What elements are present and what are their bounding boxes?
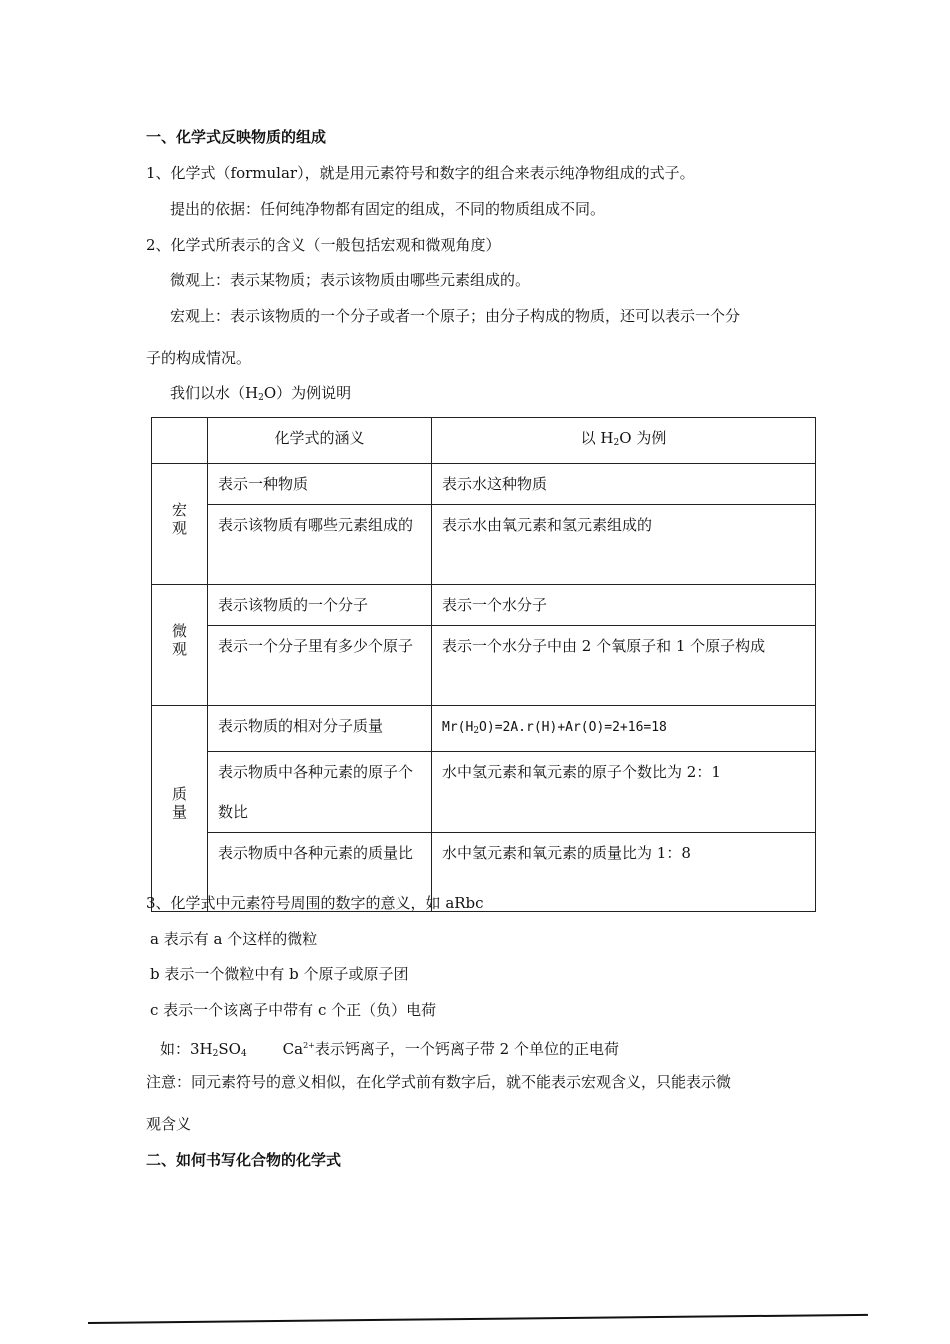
water-example-post: O）为例说明 [263, 384, 352, 402]
table-header-row [152, 418, 816, 464]
row-example: 水中氢元素和氧元素的质量比为 1：8 [432, 833, 816, 912]
group-mass-text: 质量 [171, 785, 187, 821]
paragraph-b: b 表示一个微粒中有 b 个原子或原子团 [150, 965, 409, 983]
paragraph-micro: 微观上：表示某物质；表示该物质由哪些元素组成的。 [170, 271, 531, 289]
table-row [152, 706, 816, 752]
paragraph-number-meaning: 3、化学式中元素符号周围的数字的意义，如 aRbc [146, 894, 484, 912]
row-example: 水中氢元素和氧元素的原子个数比为 2：1 [432, 752, 816, 833]
mr-formula-pre: Mr(H [442, 720, 474, 735]
paragraph-note: 注意：同元素符号的意义相似，在化学式前有数字后，就不能表示宏观含义，只能表示微 [146, 1073, 732, 1091]
paragraph-c: c 表示一个该离子中带有 c 个正（负）电荷 [150, 1001, 437, 1019]
row-meaning: 表示一种物质 [208, 464, 432, 505]
paragraph-a: a 表示有 a 个这样的微粒 [150, 930, 318, 948]
table-row [152, 505, 816, 585]
water-example-pre: 我们以水（H [170, 384, 259, 402]
row-example: 表示一个水分子中由 2 个氧原子和 1 个原子构成 [432, 626, 816, 706]
table-header-example [432, 418, 816, 464]
example-mid: SO [218, 1040, 241, 1058]
paragraph-note-cont: 观含义 [146, 1115, 192, 1133]
row-example: 表示一个水分子 [432, 585, 816, 626]
row-meaning: 表示一个分子里有多少个原子 [208, 626, 432, 706]
section-1-heading: 一、化学式反映物质的组成 [146, 128, 327, 146]
paragraph-water-example [170, 383, 351, 408]
example-sub1: 2 [212, 1049, 219, 1059]
paragraph-macro: 宏观上：表示该物质的一个分子或者一个原子；由分子构成的物质，还可以表示一个分 [170, 307, 741, 325]
row-meaning: 表示物质的相对分子质量 [208, 706, 432, 752]
paragraph-example [160, 1036, 619, 1064]
row-meaning: 表示该物质的一个分子 [208, 585, 432, 626]
group-macro-text: 宏观 [171, 500, 187, 537]
row-meaning: 表示物质中各种元素的原子个数比 [208, 752, 432, 833]
group-label-micro [152, 585, 208, 706]
group-label-macro [152, 464, 208, 585]
header-example-pre: 以 H [580, 429, 614, 447]
row-example [432, 706, 816, 752]
formula-meaning-table [151, 417, 816, 912]
mr-formula-post: O)=2A.r(H)+Ar(O)=2+16=18 [479, 720, 667, 735]
row-example: 表示水这种物质 [432, 464, 816, 505]
footer-rule [88, 1314, 868, 1324]
example-label: 如：3H [160, 1040, 213, 1058]
paragraph-macro-cont: 子的构成情况。 [146, 349, 252, 367]
header-example-sub: 2 [613, 438, 620, 448]
row-example: 表示水由氧元素和氢元素组成的 [432, 505, 816, 585]
table-row [152, 626, 816, 706]
table-header-blank [152, 418, 208, 464]
example-ca: Ca [282, 1040, 304, 1058]
section-2-heading: 二、如何书写化合物的化学式 [146, 1151, 342, 1169]
group-label-mass [152, 706, 208, 912]
example-post: 表示钙离子，一个钙离子带 2 个单位的正电荷 [314, 1040, 619, 1058]
table-row [152, 585, 816, 626]
paragraph-meaning: 2、化学式所表示的含义（一般包括宏观和微观角度） [146, 236, 501, 254]
table-row [152, 752, 816, 833]
group-micro-text: 微观 [171, 621, 187, 658]
table-row [152, 464, 816, 505]
paragraph-definition: 1、化学式（formular），就是用元素符号和数字的组合来表示纯净物组成的式子。 [146, 164, 695, 182]
header-example-post: O 为例 [619, 429, 667, 447]
water-example-sub: 2 [258, 393, 264, 403]
table-header-meaning: 化学式的涵义 [208, 418, 432, 464]
example-sub2: 4 [240, 1049, 247, 1059]
mr-formula-sub: 2 [473, 726, 480, 736]
example-charge: 2+ [303, 1041, 315, 1050]
paragraph-basis: 提出的依据：任何纯净物都有固定的组成，不同的物质组成不同。 [170, 200, 606, 218]
row-meaning: 表示物质中各种元素的质量比 [208, 833, 432, 912]
row-meaning: 表示该物质有哪些元素组成的 [208, 505, 432, 585]
